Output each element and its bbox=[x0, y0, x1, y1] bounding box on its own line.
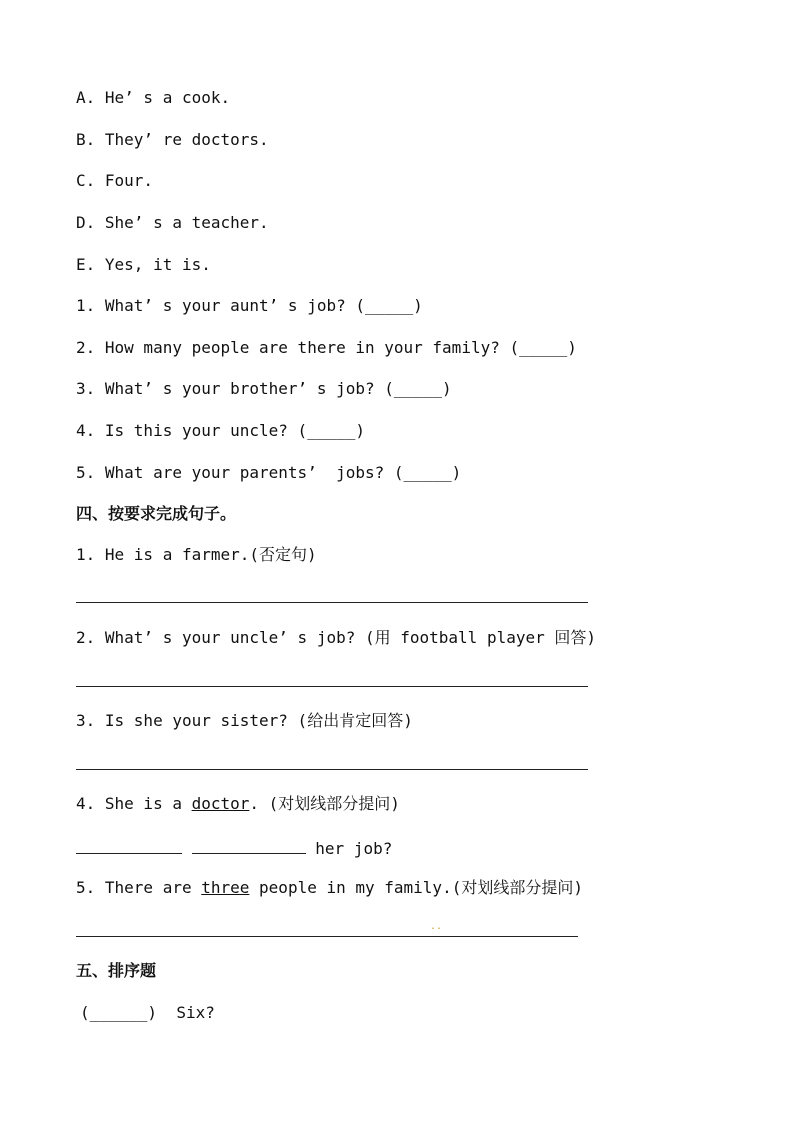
section-4-question-5 bbox=[76, 878, 583, 898]
section-4-question-3: 3. Is she your sister? (给出肯定回答) bbox=[76, 711, 413, 730]
section-4-title: 四、按要求完成句子。 bbox=[76, 504, 237, 523]
option-a: A. He’ s a cook. bbox=[76, 88, 231, 107]
answer-blank-2 bbox=[192, 837, 306, 854]
answer-line-1 bbox=[76, 602, 588, 603]
match-question-3: 3. What’ s your brother’ s job? (_____) bbox=[76, 379, 452, 398]
option-e: E. Yes, it is. bbox=[76, 255, 211, 274]
question-5-prefix: 5. There are bbox=[76, 878, 202, 897]
question-5-underlined-word: three bbox=[201, 878, 250, 897]
option-b: B. They’ re doctors. bbox=[76, 130, 269, 149]
answer-line-3 bbox=[76, 769, 588, 770]
option-d: D. She’ s a teacher. bbox=[76, 213, 269, 232]
question-4-answer-row bbox=[76, 837, 392, 859]
section-4-question-4 bbox=[76, 794, 400, 814]
section-4-question-1: 1. He is a farmer.(否定句) bbox=[76, 545, 317, 564]
match-question-2: 2. How many people are there in your family? (_____) bbox=[76, 338, 577, 357]
answer-line-5 bbox=[76, 936, 578, 937]
answer-blank-1 bbox=[76, 837, 182, 854]
question-4-suffix: . (对划线部分提问) bbox=[249, 794, 400, 813]
match-question-4: 4. Is this your uncle? (_____) bbox=[76, 421, 365, 440]
question-4-answer-suffix: her job? bbox=[305, 839, 393, 858]
section-4-question-2: 2. What’ s your uncle’ s job? (用 football player 回答) bbox=[76, 628, 597, 647]
answer-line-2 bbox=[76, 686, 588, 687]
match-question-1: 1. What’ s your aunt’ s job? (_____) bbox=[76, 296, 423, 315]
question-5-suffix: people in my family.(对划线部分提问) bbox=[249, 878, 583, 897]
ordering-item-1: (______) Six? bbox=[80, 1003, 215, 1022]
section-5-title: 五、排序题 bbox=[76, 961, 157, 980]
question-4-underlined-word: doctor bbox=[191, 794, 250, 813]
match-question-5: 5. What are your parents’ jobs? (_____) bbox=[76, 463, 462, 482]
question-4-prefix: 4. She is a bbox=[76, 794, 192, 813]
option-c: C. Four. bbox=[76, 171, 154, 190]
stray-mark: .. bbox=[430, 921, 443, 932]
